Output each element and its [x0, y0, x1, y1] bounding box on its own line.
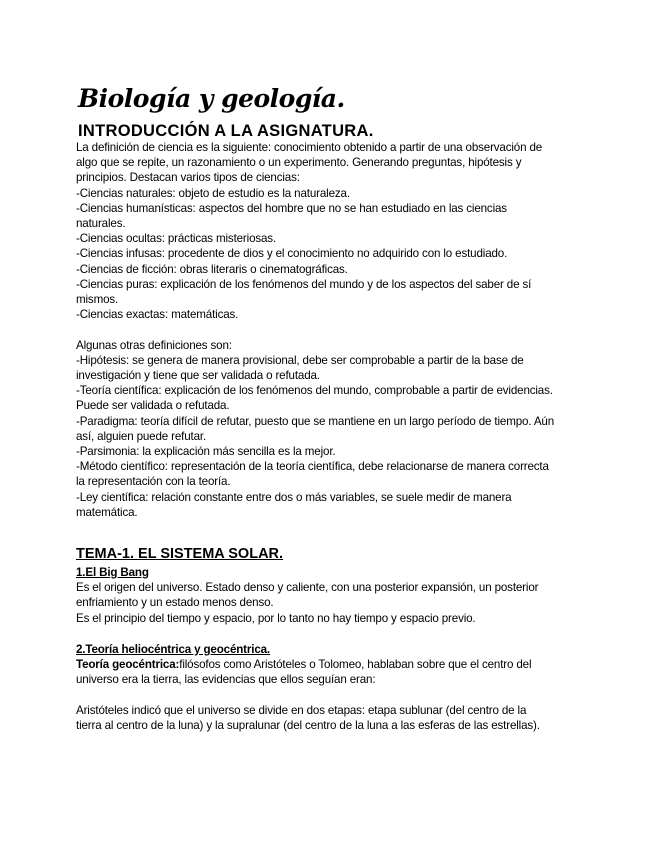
text-line: -Método científico: representación de la teoría científica, debe relacionarse de manera correcta [76, 460, 549, 474]
paragraph-gap [76, 322, 576, 337]
text-line: mismos. [76, 293, 119, 307]
geocentric-text: filósofos como Aristóteles o Tolomeo, hablaban sobre que el centro del [179, 658, 532, 672]
text-line: -Ciencias humanísticas: aspectos del hombre que no se han estudiado en las ciencias [76, 201, 507, 215]
text-line: -Ley científica: relación constante entre dos o más variables, se suele medir de manera [76, 490, 512, 504]
text-line: -Ciencias infusas: procedente de dios y el conocimiento no adquirido con lo estudiado. [76, 247, 508, 261]
teoria-section [76, 642, 576, 733]
intro-body [76, 140, 576, 520]
text-line: -Paradigma: teoría difícil de refutar, puesto que se mantiene en un largo período de tiempo. Aún [76, 414, 555, 428]
text-line: Es el principio del tiempo y espacio, por lo tanto no hay tiempo y espacio previo. [76, 611, 476, 625]
text-line: Es el origen del universo. Estado denso y caliente, con una posterior expansión, un posterior [76, 581, 539, 595]
big-bang-heading: 1.El Big Bang [76, 566, 149, 579]
paragraph-gap [76, 688, 576, 703]
text-line: algo que se repite, un razonamiento o un experimento. Generando preguntas, hipótesis y [76, 156, 522, 170]
text-line: Aristóteles indicó que el universo se divide en dos etapas: etapa sublunar (del centro de la [76, 703, 527, 717]
intro-heading: INTRODUCCIÓN A LA ASIGNATURA. [78, 122, 374, 140]
text-line: principios. Destacan varios tipos de ciencias: [76, 171, 300, 185]
text-line: así, alguien puede refutar. [76, 429, 207, 443]
text-line: investigación y tiene que ser validada o refutada. [76, 369, 320, 383]
text-line: -Ciencias exactas: matemáticas. [76, 308, 239, 322]
big-bang-section [76, 565, 576, 626]
text-line: naturales. [76, 217, 126, 231]
text-line: -Teoría científica: explicación de los fenómenos del mundo, comprobable a partir de evidencias. [76, 384, 553, 398]
teoria-heading: 2.Teoría heliocéntrica y geocéntrica. [76, 643, 270, 656]
text-line: la representación con la teoría. [76, 475, 231, 489]
text-line: -Ciencias de ficción: obras literaris o cinematográficas. [76, 262, 348, 276]
document-title: Biología y geología. [78, 84, 345, 113]
text-line: -Parsimonia: la explicación más sencilla es la mejor. [76, 445, 336, 459]
text-line: La definición de ciencia es la siguiente: conocimiento obtenido a partir de una observación de [76, 141, 543, 154]
text-line [76, 657, 576, 672]
text-line: -Ciencias naturales: objeto de estudio es la naturaleza. [76, 186, 350, 200]
text-line: universo era la tierra, las evidencias que ellos seguían eran: [76, 673, 376, 687]
text-line: matemática. [76, 505, 138, 519]
text-line: Algunas otras definiciones son: [76, 338, 232, 352]
text-line: -Hipótesis: se genera de manera provisional, debe ser comprobable a partir de la base de [76, 353, 524, 367]
text-line: tierra al centro de la luna) y la supralunar (del centro de la luna a las esferas de las estrellas). [76, 719, 540, 732]
geocentric-label: Teoría geocéntrica: [76, 658, 180, 672]
tema1-heading: TEMA-1. EL SISTEMA SOLAR. [76, 546, 284, 562]
text-line: Puede ser validada o refutada. [76, 399, 230, 413]
text-line: enfriamiento y un estado menos denso. [76, 596, 274, 610]
text-line: -Ciencias puras: explicación de los fenómenos del mundo y de los aspectos del saber de sí [76, 277, 532, 291]
text-line: -Ciencias ocultas: prácticas misteriosas. [76, 232, 277, 246]
